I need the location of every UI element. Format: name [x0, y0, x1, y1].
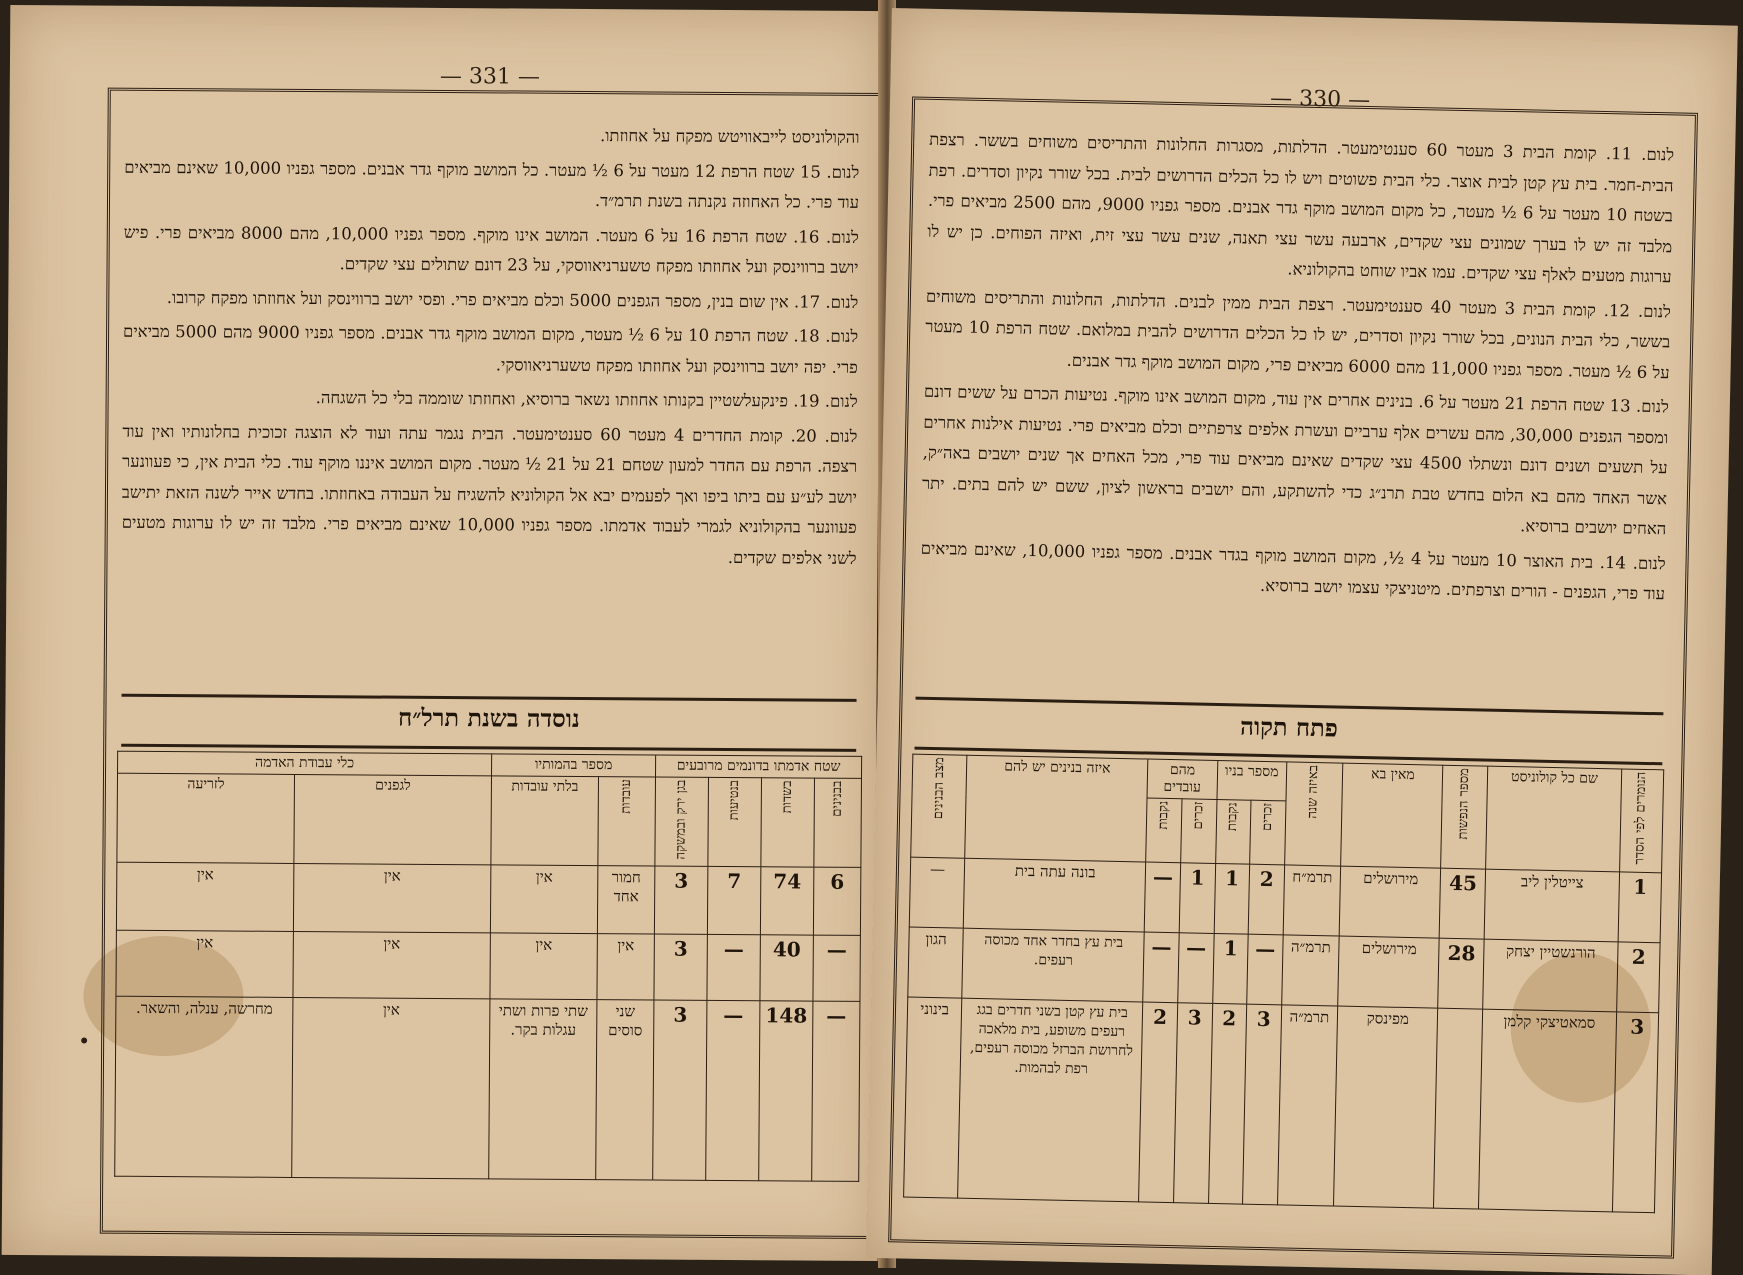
- cell-garden: 3: [654, 934, 707, 1000]
- cell-buildings: בית עץ בחדר אחד מכוסה רעפים.: [962, 928, 1145, 1002]
- cell-work-m: 3: [1173, 1003, 1212, 1204]
- cell-from: מירושלים: [1338, 936, 1440, 1008]
- cell-built: 6: [813, 867, 860, 935]
- cell-vines: אין: [293, 931, 490, 998]
- cell-work-f: —: [1143, 932, 1179, 1003]
- cell-year: תרמ״ה: [1281, 935, 1339, 1006]
- cell-sons-m: 3: [1243, 1004, 1282, 1205]
- paragraph: לנום. 14. בית האוצר 10 מעטר על 4 ½, מקום המושב מוקף בגדר אבנים. מספר גפניו 10,000, שאינם מביאים עוד פרי, הגפנים - הורים וצרפתים. מיטניצקי עצמו יושב ברוסיא.: [920, 538, 1666, 604]
- page-330: [866, 8, 1738, 1275]
- cell-year: תרמ״ה: [1277, 1005, 1338, 1206]
- cell-vines: אין: [293, 863, 490, 932]
- cell-work-m: —: [1178, 933, 1214, 1004]
- cell-state: הגון: [908, 927, 964, 998]
- cell-souls: 28: [1438, 938, 1484, 1009]
- paragraph: לנום. 16. שטח הרפת 16 על 6 מעטר. המושב אינו מוקף. מספר גפניו 10,000, מהם 8000 מביאים פרי. פיש יושב ברווינסק ועל אחוזתו מפקח טשערניאווסקי, על 23 דונם שתולים עצי שקדים.: [123, 222, 859, 277]
- cell-from: מפינסק: [1334, 1006, 1438, 1208]
- cell-state: —: [909, 857, 965, 928]
- header-area: שטח אדמתו בדונמים מרובעים: [656, 755, 862, 778]
- cell-num: 1: [1618, 872, 1662, 943]
- cell-sowing: מחרשה, ענלה, והשאר.: [115, 996, 293, 1177]
- cell-work: אין: [597, 933, 654, 999]
- cell-sowing: אין: [116, 862, 293, 931]
- paragraph: לנום. 15 שטח הרפת 12 מעטר על 6 ½ מעטר. כל המושב מוקף גדר אבנים. מספר גפניו 10,000 שאינם מביאים עוד פרי. כל האחוזה נקנתה בשנת תרמ״ד.: [124, 157, 860, 212]
- cell-field: 148: [759, 1001, 813, 1181]
- paragraph: והקולוניסט לייבאוויטש מפקח על אחוזתו.: [599, 126, 860, 147]
- cell-sons-m: —: [1247, 934, 1283, 1005]
- cell-vine: 7: [707, 866, 760, 934]
- cell-vines: אין: [292, 997, 490, 1178]
- cell-sons-m: 2: [1248, 864, 1284, 935]
- header-animals: מספר בהמותיו: [492, 754, 656, 777]
- cell-nonwork: שתי פרות ושתי עגלות בקר.: [489, 999, 597, 1180]
- paragraph: לנום. 18. שטח הרפת 10 על 6 ½ מעטר, מקום המושב מוקף גדר אבנים. מספר גפניו 9000 מהם 5000 מביאים פרי. יפה יושב ברווינסק ועל אחוזתו מפקח טשערניאווסקי.: [123, 321, 859, 377]
- cell-from: מירושלים: [1339, 866, 1441, 938]
- cell-name: הורנשטיין יצחק: [1483, 939, 1618, 1012]
- subheader-sowing: לזריעה: [117, 773, 295, 863]
- subheader-garden: בגן ירק ובמשקה: [673, 779, 689, 860]
- paragraph: לנום. 12. קומת הבית 3 מעטר 40 סענטימעטר. רצפת הבית ממין לבנים. הדלתות, החלונות והתריסים משוחים בששר, כלי הבית הנונים, בכל שורר נקיון וסדרים, יש לו כל הכלים הדרושים להבית במלואם. שטח הרפת 10 מעטר על 6 ½ מעטר. מספר גפניו 11,000 מהם 6000 מביאים פרי, מקום המושב מוקף גדר אבנים.: [925, 286, 1672, 382]
- cell-buildings: בונה עתה בית: [963, 858, 1146, 932]
- cell-vine: —: [707, 934, 760, 1000]
- table-row: [115, 996, 860, 1181]
- cell-sons-f: 1: [1214, 863, 1250, 934]
- cell-work-f: 2: [1139, 1002, 1178, 1203]
- paragraph: לנום. 20. קומת החדרים 4 מעטר 60 סענטימעטר. הבית נגמר עתה ועוד לא הוצגה זכוכית בחלונותיו ואין עוד רצפה. הרפת עם החדר למעון שטחם 21 על 21 ½ מעטר. מקום המושב איננו מוקף עוד. כלי הבית אין, כי פעוונער יושב לע״ע עם ביתו ביפו ואך לפעמים יבא אל הקולוניא להשגיח על העבודה באחוזתו. בחדש אייר לשנה הזאת יתישב פעוונער בהקולוניא לגמרי לעבוד אדמתו. מספר גפניו 10,000 שאינם מביאים פרי. מלבד זה יש לו ערוגות מטעים לשני אלפים שקדים.: [121, 421, 858, 568]
- body-text: [920, 125, 1675, 614]
- cell-sons-f: 1: [1212, 933, 1248, 1004]
- paragraph: לנום. 11. קומת הבית 3 מעטר 60 סענטימעטר. הדלתות, מסגרות החלונות והתריסים משוחים בששר. רצפת הבית-חמר. בית עץ קטן לבית אוצר. כלי הבית פשוטים ויש לו כל הכלים הדרושים לבית. בכל שורר נקיון וסדרים. רפת בשטח 10 מעטר על 6 ½ מעטר, כל מקום המושב מוקף גדר אבנים. מספר גפניו 9000, מהם 2500 מביאים פרי. מלבד זה יש לו בערך שמונים עצי שקדים, ארבעה עשר עצי תאנה, שנים עשר עצי זית, ואיזה הפוחים. כן יש לו ערוגות מטעים לאלף עצי שקדים. עמו אביו שוחט בהקולוניא.: [927, 129, 1675, 287]
- table-row: [116, 930, 860, 1001]
- header-souls: מספר הנפשות: [1455, 768, 1473, 840]
- body-text: [121, 118, 859, 578]
- section-title: פתח תקוה: [1239, 711, 1339, 743]
- cell-num: 2: [1617, 942, 1661, 1013]
- subheader-nonwork: בלתי עובדות: [491, 776, 599, 866]
- cell-field: 40: [760, 935, 813, 1001]
- paragraph: לנום. 13 שטח הרפת 21 מעטר על 6. בנינים אחרים אין עוד, מקום המושב אינו מוקף. נטיעות הכרם על ששים דונם ומספר הגפנים 30,000, מהם עשרים אלף ערביים ועשרת אלפים צרפתיים וכלם מביאים פרי. נטיעות אילנות אחרים על תשעים ושנים דונם ונשתלו 4500 עצי שקדים שאינם מביאים עוד פרי, מכל האחים אך שנים יושבים באה״ק, אשר האחד מהם בא הלום בחדש טבת תרנ״ג כדי להשתקע, והם יושבים בראשון לציון, ששם יש להם בתים. יתר האחים יושבים ברוסיא.: [921, 381, 1670, 539]
- cell-work-m: 1: [1179, 863, 1215, 934]
- page-331: [2, 5, 887, 1261]
- page-number: — 331 —: [439, 63, 540, 90]
- header-state: מצב הבנינים: [930, 757, 947, 820]
- header-from: מאין בא: [1341, 763, 1443, 868]
- cell-garden: 3: [653, 1000, 707, 1180]
- paragraph: לנום. 17. אין שום בנין, מספר הגפנים 5000 וכלם מביאים פרי. ופסי יושב ברווינסק ועל אחוזתו מפקח קרובו.: [166, 287, 859, 312]
- data-table: [114, 751, 862, 1182]
- cell-name: סמאטיצקי קלמן: [1478, 1009, 1616, 1212]
- data-table: [903, 754, 1664, 1214]
- cell-sons-f: 2: [1208, 1003, 1247, 1204]
- cell-souls: [1434, 1008, 1483, 1209]
- header-tools: כלי עבודת האדמה: [118, 751, 492, 776]
- cell-work: שני סוסים: [596, 999, 654, 1179]
- cell-sowing: אין: [116, 930, 293, 997]
- subheader-vine: בנטיעות: [726, 779, 742, 821]
- page-number: — 330 —: [1269, 85, 1371, 114]
- cell-year: תרמ״ח: [1283, 865, 1341, 936]
- paragraph: לנום. 19. פינקעלשטיין בקנותו אחוזתו נשאר ברוסיא, ואחוזתו שוממה בלי כל השגחה.: [315, 388, 858, 411]
- header-year: באיזה שנה: [1305, 764, 1322, 819]
- cell-souls: 45: [1440, 868, 1486, 939]
- header-sons-m: זכרים: [1259, 802, 1276, 832]
- cell-field: 74: [760, 867, 813, 935]
- subheader-field: בשדות: [779, 780, 795, 814]
- cell-work: חמור אחד: [597, 865, 654, 933]
- header-work-f: נקבות: [1155, 800, 1172, 830]
- subheader-work: עובדות: [618, 779, 634, 814]
- table-row: [116, 862, 860, 935]
- ink-dot: [81, 1037, 87, 1043]
- cell-vine: —: [706, 1000, 760, 1180]
- cell-work-f: —: [1145, 862, 1181, 933]
- cell-nonwork: אין: [490, 865, 597, 934]
- cell-num: 3: [1612, 1012, 1658, 1213]
- header-buildings: איזה בנינים יש להם: [965, 755, 1148, 862]
- cell-buildings: בית עץ קטן בשני חדרים בגג רעפים משופע, בית מלאכה לחרושת הברזל מכוסה רעפים, רפת לבהמות.: [958, 998, 1143, 1202]
- header-sons: מספר בניו: [1217, 760, 1287, 800]
- header-num: הנומרים לפי הסדר: [1632, 771, 1650, 865]
- header-name: שם כל קולוניסט: [1486, 766, 1622, 872]
- subheader-built: בבנינים: [829, 780, 845, 817]
- subheader-vines: לגפנים: [294, 774, 492, 864]
- header-sons-f: נקבות: [1225, 802, 1241, 832]
- section-title: נוסדה בשנת תרל״ח: [397, 702, 580, 733]
- table-row: [904, 997, 1659, 1213]
- cell-garden: 3: [654, 866, 707, 934]
- cell-nonwork: אין: [490, 933, 597, 1000]
- header-work: מהם עובדים: [1147, 759, 1217, 799]
- cell-built: —: [812, 1001, 860, 1181]
- cell-built: —: [813, 935, 860, 1001]
- cell-name: צייטלין ליב: [1484, 869, 1619, 942]
- header-work-m: זכרים: [1190, 801, 1207, 830]
- cell-state: בינוני: [904, 997, 962, 1198]
